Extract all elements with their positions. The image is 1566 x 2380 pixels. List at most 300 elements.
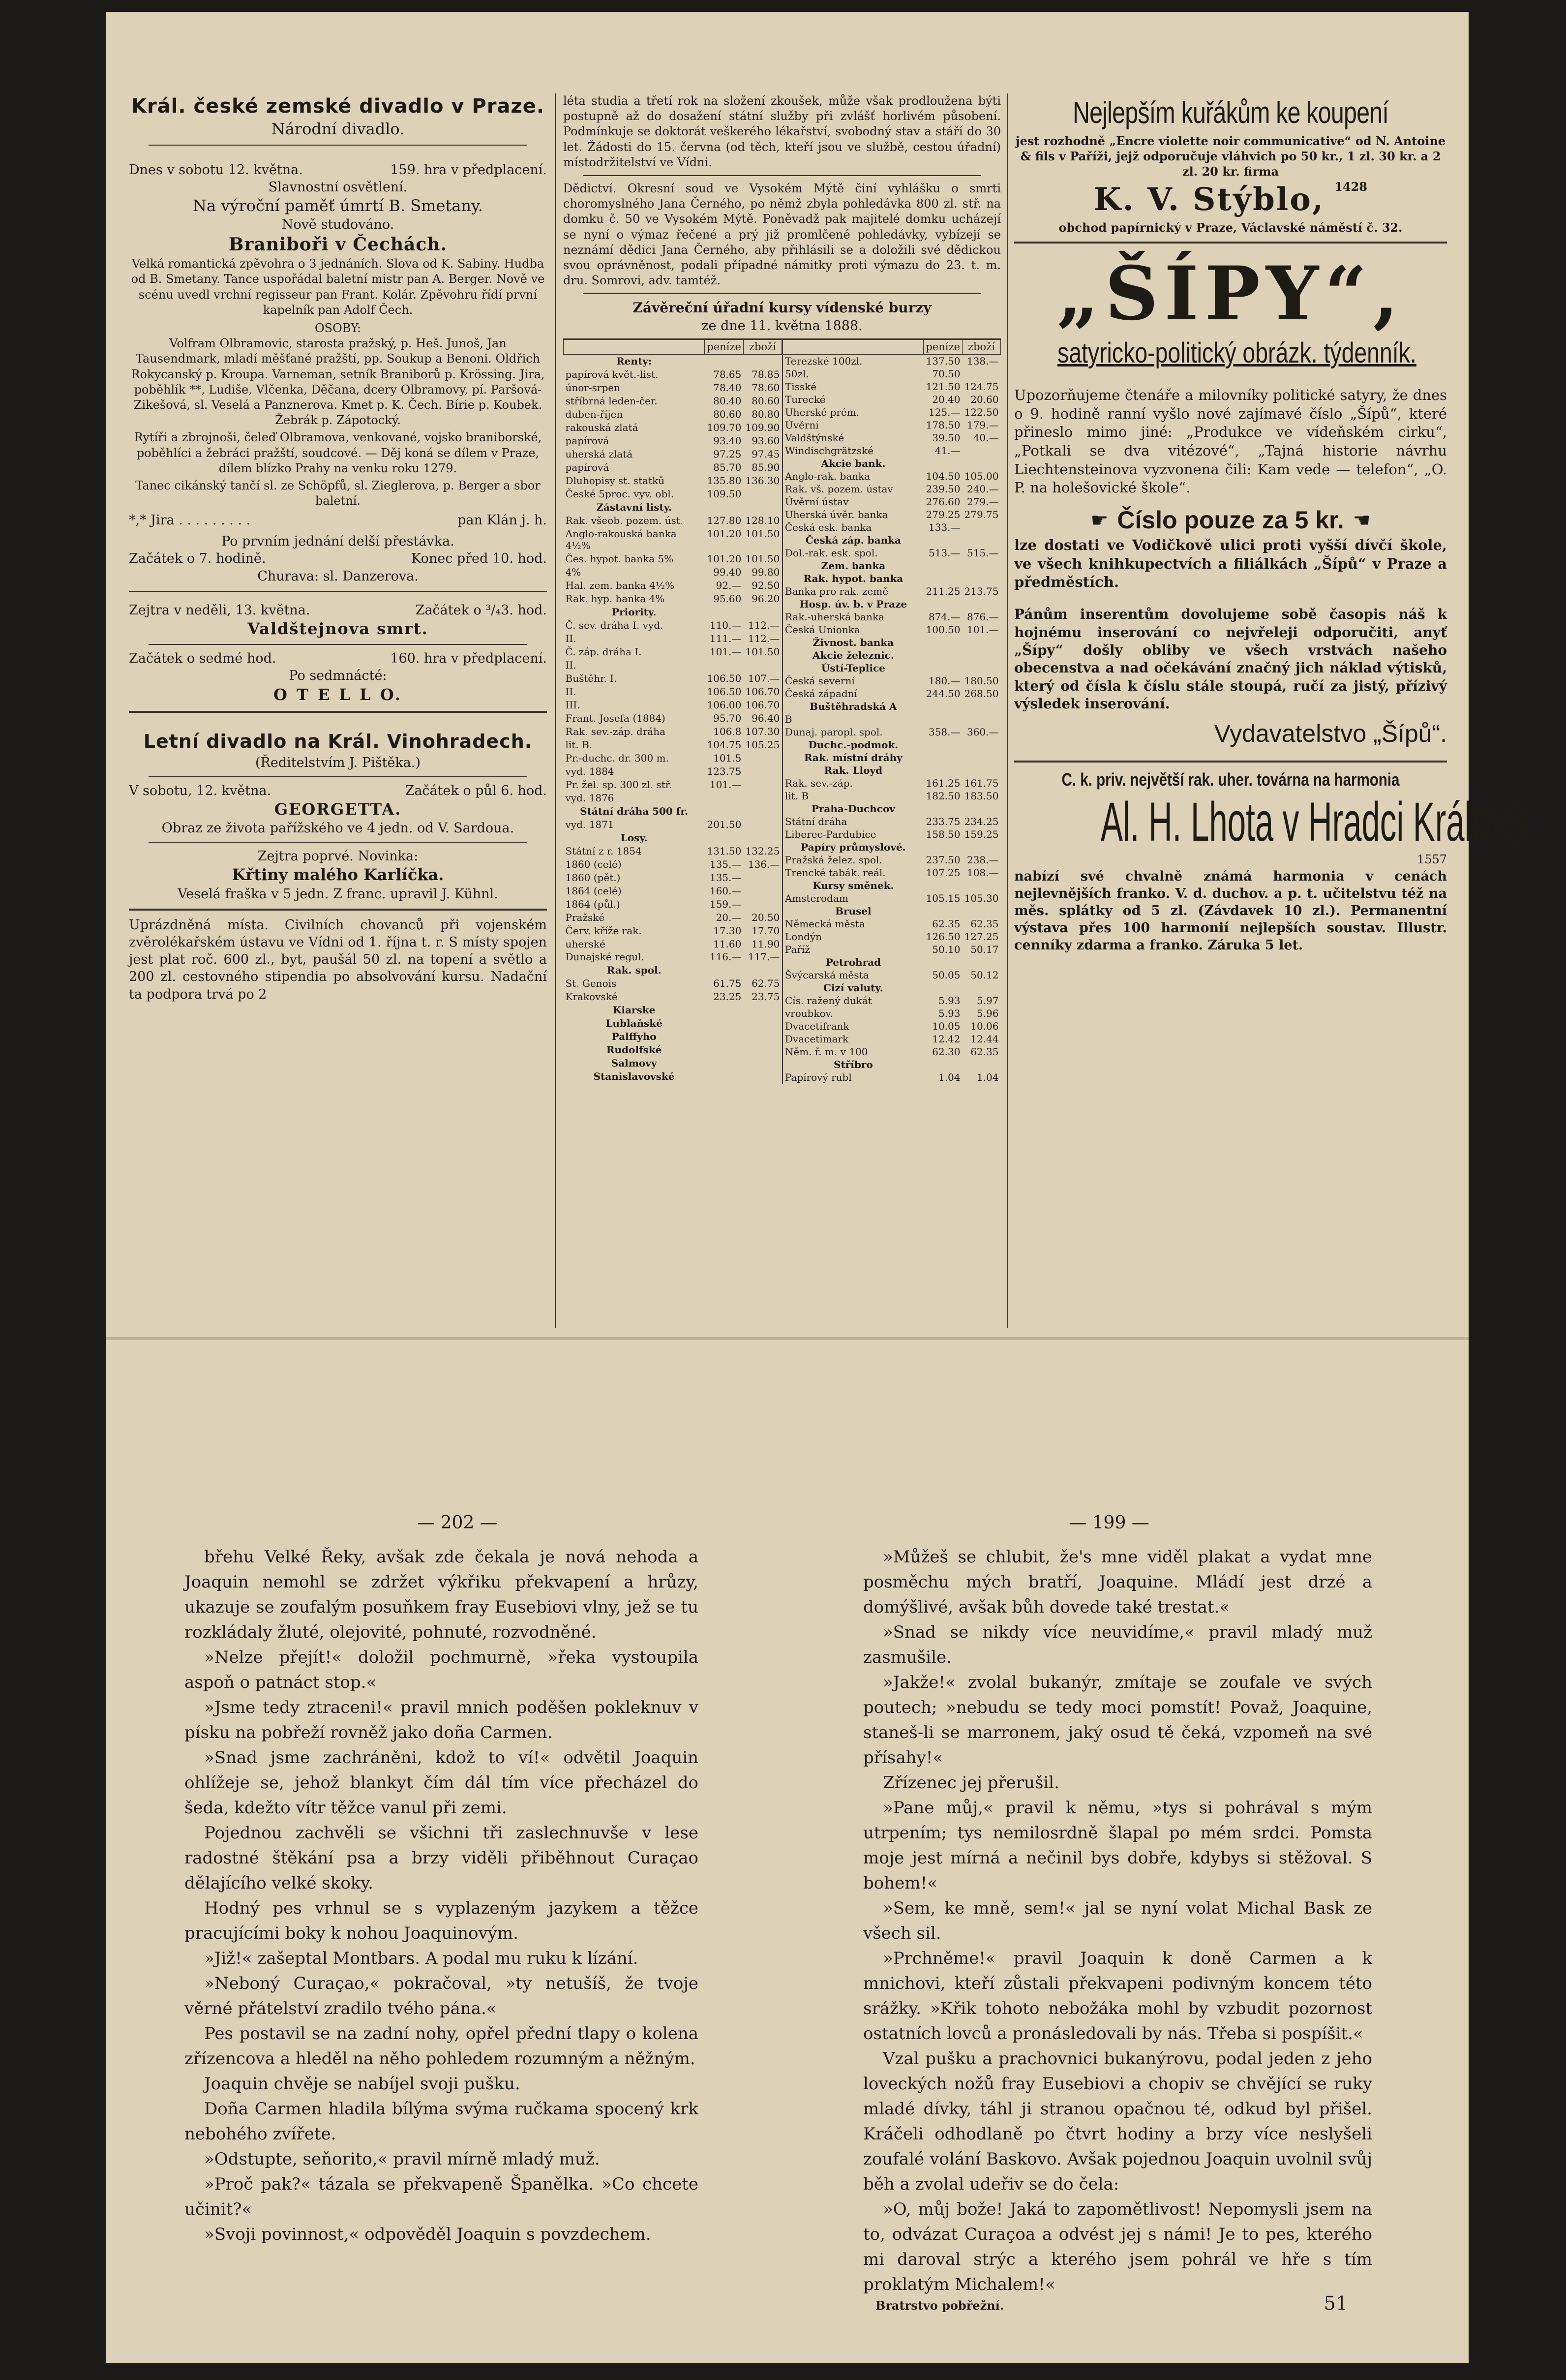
ad1-text: jest rozhodně „Encre violette noir communicative“ od N. Antoine & fils v Paříži, jejž odporučuje vláhvich po 50 kr., 1 zl. 30 kr. a 2 zl. 20 kr. firma (1015, 133, 1446, 179)
kurs-row (783, 662, 1001, 674)
kurs-row (783, 841, 1001, 854)
kurs-label: Německá města (784, 917, 865, 930)
pointing-hand-icon: ☚ (1353, 509, 1371, 532)
kurs-money (705, 1043, 744, 1057)
kurs-goods: 5.96 (976, 1007, 999, 1019)
inheritance-notice: Dědictví. Okresní soud ve Vysokém Mýtě činí vyhlášku o smrti choromyslného Jana Černého, po němž zbyla pohledávka 800 zl. stř. na domku č. 50 ve Vysokém Mýtě. Poněvadž pak majitelé domku ucházejí se nyní o výmaz řečené a prý již promlčené pohledávky, vybízejí se neznámí dědici Jana Černého, aby přihlásili se a doložili své dědickou svou oprávněnost, podali případné námitky proti výmazu do 23. t. m. dru. Somrovi, adv. tamtéž. (563, 181, 1001, 288)
kurs-row (783, 534, 1001, 547)
theatre1-desc: Velká romantická zpěvohra o 3 jednáních. Slova od K. Sabiny. Hudba od B. Smetany. Tance uspořádal baletní mistr pan A. Berger. Nově ve scénu uvedl vrchní regisseur pan Frant. Kolár. Zpěvohru řídí první kapelník pan Adolf Čech. (131, 257, 545, 317)
kurs-row (564, 977, 782, 990)
kurs-money: 178.50 (926, 419, 961, 431)
ad1-address: obchod papírnický v Praze, Václavské náměstí č. 32. (1058, 220, 1403, 235)
kurs-label: Česká záp. banka (805, 534, 901, 546)
kurs-money: 11.60 (713, 938, 742, 950)
kurs-label: Pražská želez. spol. (784, 854, 882, 866)
kurs-label: Dvacetimark (784, 1033, 849, 1045)
kurs-money: 80.60 (713, 408, 742, 420)
kurs-goods (963, 738, 1001, 751)
kurs-goods (963, 559, 1001, 572)
kurs-row (564, 885, 782, 898)
kurs-money: 39.50 (932, 431, 961, 444)
ad2-text: Upozorňujeme čtenáře a milovníky politické satyry, že dnes o 9. hodině ranní vyšlo nové zajímavé číslo „Šípů“, které přineslo mimo jiné: „Produkce ve vídeňském cirku“, „Potkali se dva vitézové“, „Tajná historie návrhu Liechtensteinova vyzvonena čili: Kam vede — telefon“, „O. P. na holešovické škole“. (1014, 386, 1447, 496)
kurs-money (924, 738, 963, 751)
theatre1-end: Konec před 10. hod. (411, 551, 547, 567)
kurs-row (564, 765, 782, 778)
kurs-label: St. Genois (565, 977, 617, 990)
kurs-goods: 92.50 (752, 580, 780, 592)
kurs-label: Rak. sev.-záp. dráha (565, 726, 665, 738)
paragraph: »Nelze přejít!« doložil pochmurně, »řeka vystoupila aspoň o patnáct stop.« (184, 1648, 698, 1692)
kurs-goods: 124.75 (964, 380, 999, 393)
kurs-goods: 109.90 (745, 421, 780, 433)
kurs-label: Česká Unionka (784, 623, 860, 636)
kurs-money: 106.50 (707, 686, 742, 698)
kurs-row (564, 408, 782, 421)
kurs-money (924, 636, 963, 649)
paragraph: Vzal pušku a prachovnici bukanýrovu, podal jeden z jeho loveckých nožů fray Eusebiovi a chopiv se chvějící se ruky mladé dívky, táhl ji stranou opačnou té, odkud byl přišel. Kráčeli odhodlaně po čtvrt hodiny a brzy více neslyšeli zoufalé volání Baskovo. Avšak pojednou Joaquin uvolnil svůj běh a zvolal udeřiv se do čela: (863, 2049, 1372, 2194)
kurs-row (783, 1007, 1001, 1020)
kurs-money (924, 598, 963, 610)
kurs-label: Stanislavovské (593, 1070, 675, 1083)
kurs-money: 95.70 (713, 712, 742, 725)
kurs-goods: 50.17 (970, 943, 999, 955)
kurs-label: lit. B. (565, 738, 593, 751)
kurs-goods: 105.30 (964, 892, 999, 904)
kurs-goods: 62.35 (970, 917, 999, 930)
kurs-row (564, 395, 782, 408)
kurs-row (783, 994, 1001, 1007)
paragraph: »Můžeš se chlubit, že's mne viděl plakat a vydat mne posměchu mých bratří, Joaquine. Mládí jest drzé a domýšlivé, avšak bůh dovede také trestat.« (863, 1547, 1372, 1617)
kurs-label: Č. záp. dráha I. (565, 646, 642, 658)
kurs-money: 61.75 (713, 977, 742, 990)
kurs-table-right (782, 339, 1001, 1084)
kurs-row (783, 636, 1001, 649)
kurs-money (924, 956, 963, 969)
paragraph: Hodný pes vrhnul se s vyplazeným jazykem a těžce pracujícími boky k nohou Joaquinovým. (184, 1898, 698, 1943)
kurs-label: Krakovské (565, 991, 618, 1003)
theatre1-tomorrow-start: Začátek o ³/₄3. hod. (415, 602, 547, 618)
kurs-row (564, 752, 782, 765)
kurs-label: Rak. všeob. pozem. úst. (565, 514, 684, 526)
kurs-label: Turecké (784, 393, 826, 405)
kurs-row (783, 483, 1001, 495)
kurs-row (783, 790, 1001, 802)
kurs-goods: 136.— (748, 858, 780, 870)
theatre1-after7: Po sedmnácté: (289, 668, 387, 684)
kurs-goods: 159.25 (964, 828, 999, 840)
kurs-money (705, 1004, 744, 1017)
kurs-label: II. (565, 659, 576, 671)
kurs-label: Salmovy (611, 1057, 657, 1069)
kurs-row (564, 488, 782, 501)
kurs-label: Rak. hyp. banka 4% (565, 593, 665, 605)
kurs-money (924, 751, 963, 764)
kurs-money: 93.40 (713, 434, 742, 447)
kurs-label: Amsterodam (784, 892, 848, 904)
kurs-label: Státní dráha (784, 815, 847, 827)
theatre1-otello: O T E L L O. (273, 685, 402, 704)
kurs-row (564, 699, 782, 712)
ad3-number: 1557 (1416, 853, 1447, 867)
kurs-row (783, 892, 1001, 905)
theatre2-play: GEORGETTA. (274, 799, 402, 819)
kurs-row (783, 495, 1001, 508)
kurs-label: Úvěrní ústav (784, 495, 849, 508)
kurs-row (564, 552, 782, 566)
kurs-money: 80.40 (713, 395, 742, 407)
kurs-row (783, 623, 1001, 636)
kurs-money: 23.25 (713, 991, 742, 1003)
kurs-money: 1.04 (938, 1071, 961, 1083)
kurs-label: Duchc.-podmok. (808, 738, 899, 751)
kurs-label: Losy. (620, 831, 648, 844)
kurs-row (783, 815, 1001, 828)
kurs-money: 5.93 (938, 1007, 961, 1019)
kurs-header-goods-2: zboží (963, 339, 1001, 354)
kurs-label: Kiarske (612, 1004, 656, 1016)
kurs-goods (963, 764, 1001, 777)
kurs-money: 123.75 (707, 765, 742, 777)
kurs-label: Trencké tabák. reál. (784, 866, 886, 879)
kurs-goods: 78.60 (752, 381, 780, 394)
ad2-subtitle: satyricko-politický obrázk. týdenník. (1057, 336, 1416, 369)
kurs-goods (743, 1017, 782, 1030)
kurs-label: 1860 (celé) (565, 858, 622, 870)
kurs-label: vyd. 1876 (565, 792, 614, 804)
kurs-row (783, 1020, 1001, 1033)
kurs-goods (963, 751, 1001, 764)
kurs-label: Dluhopisy st. statků (565, 474, 665, 487)
theatre2-play2: Křtiny malého Karlíčka. (232, 865, 444, 885)
kurs-money (705, 501, 744, 514)
kurs-goods: 101.— (966, 623, 999, 636)
ad3-text: nabízí své chvalně známá harmonia v cenách nejlevnějších franko. V. d. duchov. a p. t. učitelstvu též na měs. splátky od 5 zl. (Závdavek 10 zl.). Permanentní výstava přes 100 harmonií nejlepších soustav. Illustr. cenníky zdarma a franko. Záruka 5 let. (1014, 868, 1447, 953)
kurs-row (783, 610, 1001, 623)
kurs-label: Uherská úvěr. banka (784, 508, 888, 520)
kurs-row (783, 866, 1001, 879)
ad2-publisher: Vydavatelstvo „Šípů“. (1214, 720, 1447, 748)
kurs-money (705, 964, 744, 977)
theatre-column (129, 93, 547, 1003)
paragraph: »Sem, ke mně, sem!« jal se nyní volat Michal Bask ze všech sil. (863, 1898, 1372, 1943)
kurs-goods: 107.— (748, 672, 780, 685)
kurs-row (564, 659, 782, 672)
kurs-goods (743, 898, 782, 911)
kurs-row (783, 354, 1001, 367)
kurs-goods (743, 606, 782, 619)
kurs-money: 111.— (709, 633, 742, 645)
kurs-money (924, 981, 963, 994)
kurs-label: Lublaňské (605, 1017, 663, 1030)
kurs-row (564, 738, 782, 752)
kurs-label: stříbrná leden-čer. (565, 395, 658, 407)
kurs-money: 158.50 (926, 828, 961, 840)
kurs-money: 237.50 (926, 854, 961, 866)
kurs-goods: 279.— (966, 495, 999, 508)
kurs-goods (743, 1030, 782, 1043)
kurs-money (924, 802, 963, 815)
kurs-label: Rak.-uherská banka (784, 610, 885, 623)
kurs-goods: 180.50 (964, 674, 999, 687)
kurs-goods (963, 841, 1001, 854)
kurs-goods (963, 367, 1001, 380)
kurs-row (783, 917, 1001, 930)
theatre1-cast: Volfram Olbramovic, starosta pražský, p. Heš. Junoš, Jan Tausendmark, mladí měšťané pražští, pp. Soukup a Benoni. Oldřich Rokycanský p. Kroupa. Varneman, setník Braniborů p. Krössing. Jira, poběhlík **, Ludiše, Vlčenka, Děčana, dcery Olbramovy, pí. Paršová-Zikešová, sl. Veselá a Panznerova. Kmet p. K. Čech. Bírie p. Koubek. Žebrák p. Zápotocký. (131, 336, 545, 427)
ad1-title: Nejlepším kuřákům ke koupení (1072, 96, 1389, 130)
kurs-goods: 23.75 (752, 991, 780, 1003)
theatre1-subtitle: Národní divadlo. (271, 120, 405, 138)
paragraph: Joaquin chvěje se nabíjel svoji pušku. (204, 2074, 520, 2094)
kurs-row (564, 990, 782, 1004)
theatre1-start2: Začátek o sedmé hod. (129, 651, 276, 667)
theatre1-date: Dnes v sobotu 12. května. (129, 162, 303, 178)
kurs-money: 106.50 (707, 672, 742, 685)
kurs-goods (743, 354, 782, 368)
kurs-label: Banka pro rak. země (784, 585, 889, 597)
kurs-row (564, 434, 782, 448)
kurs-money (705, 831, 744, 845)
kurs-row (564, 725, 782, 738)
kurs-row (564, 421, 782, 434)
kurs-goods: 85.90 (752, 461, 780, 473)
kurs-goods (743, 885, 782, 898)
kurs-header-money: peníze (705, 339, 744, 354)
theatre1-perf: 159. hra v předplacení. (390, 162, 547, 178)
kurs-goods (963, 598, 1001, 610)
kurs-label: únor-srpen (565, 381, 620, 394)
kurs-money (924, 905, 963, 917)
kurs-money: 126.50 (926, 930, 961, 943)
kurs-money: 104.50 (926, 470, 961, 482)
kurs-goods: 240.— (966, 483, 999, 495)
kurs-money: 100.50 (926, 623, 961, 636)
kurs-goods: 108.— (966, 866, 999, 879)
kurs-label: Dunajské regul. (565, 951, 644, 963)
kurs-money: 276.60 (926, 495, 961, 508)
kurs-money: 182.50 (926, 790, 961, 802)
kurs-goods (963, 636, 1001, 649)
paragraph: břehu Velké Řeky, avšak zde čekala je nová nehoda a Joaquin nemohl se zdržet výkřiku překvapení a hrůzy, ukazuje se zoufalým posuňkem fray Eusebiovi vlny, jež se tu rozkládaly žluté, olejovité, pohnuté, rozvodněné. (184, 1547, 698, 1642)
kurs-row (783, 598, 1001, 610)
kurs-goods (963, 802, 1001, 815)
theatre1-play: Braniboři v Čechách. (229, 234, 447, 255)
kurs-row (783, 905, 1001, 917)
kurs-label: 50zl. (784, 367, 809, 380)
kurs-goods (743, 1057, 782, 1070)
kurs-money: 106.8 (713, 726, 742, 738)
kurs-money: 20.40 (932, 393, 961, 405)
kurs-money: 62.35 (932, 917, 961, 930)
kurs-goods: 12.44 (970, 1033, 999, 1045)
kurs-money: 78.40 (713, 381, 742, 394)
kurs-row (783, 547, 1001, 559)
kurs-goods: 101.50 (745, 553, 780, 565)
kurs-label: Terezské 100zl. (784, 355, 863, 367)
footer-signature: 51 (1324, 2292, 1348, 2314)
kurs-money: 105.15 (926, 892, 961, 904)
ad3-heading: C. k. priv. největší rak. uher. továrna na harmonia (1061, 769, 1400, 790)
footer-book-title: Bratrstvo pobřežní. (875, 2298, 1004, 2313)
kurs-row (783, 521, 1001, 534)
kurs-label: Švýcarská města (784, 969, 869, 981)
kurs-goods (743, 1043, 782, 1057)
ad2-inserent: Pánům inserentům dovolujeme sobě časopis náš k hojnému inserování co nejvřeleji odporučiti, anyť „Šípy“ došly obliby ve všech vrstvách našeho obecenstva a nad očekávání značný jich náklad výtisků, který od čísla k číslu stále stoupá, ručí za jistý, přízivý výsledek inserování. (1014, 606, 1447, 712)
kurs-label: Buštěhradská A (810, 700, 897, 712)
kurs-row (783, 1045, 1001, 1058)
kurs-label: Čes. hypot. banka 5% (565, 553, 674, 565)
kurs-row (783, 419, 1001, 431)
kurs-money: 135.— (709, 871, 742, 884)
kurs-money (705, 354, 744, 368)
paragraph: »Svoji povinnost,« odpověděl Joaquin s povzdechem. (204, 2225, 651, 2244)
kurs-label: Zástavní listy. (596, 501, 672, 513)
kurs-money: 109.50 (707, 488, 742, 500)
kurs-row (783, 700, 1001, 713)
kurs-money: 12.42 (932, 1033, 961, 1045)
paragraph: »Snad se nikdy více neuvidíme,« pravil mladý muž zasmušile. (863, 1622, 1372, 1667)
book-page-right (863, 1545, 1372, 2297)
ad1-firm: K. V. Stýblo, (1093, 181, 1325, 218)
kurs-row (564, 527, 782, 553)
kurs-row (564, 606, 782, 619)
book-page-left (184, 1545, 698, 2247)
theatre1-churava: Churava: sl. Danzerova. (257, 568, 419, 584)
kurs-row (783, 444, 1001, 457)
ad3-title: Al. H. Lhota v Hradci Králové (1101, 791, 1525, 853)
kurs-goods: 62.75 (752, 977, 780, 990)
kurs-label: vyd. 1871 (565, 818, 614, 830)
kurs-money: 133.— (928, 521, 961, 533)
theatre1-knights: Rytíři a zbrojnoši, čeleď Olbramova, venkované, vojsko braniborské, poběhlíci a žebráci pražští, soudcové. — Děj koná se dílem v Praze, dílem blízko Prahy na venku roku 1279. (134, 430, 542, 475)
ad2-title: „ŠÍPY“, (1056, 250, 1405, 337)
kurs-label: Liberec-Pardubice (784, 828, 876, 840)
kurs-money: 10.05 (932, 1020, 961, 1032)
paragraph: »Neboný Curaçao,« pokračoval, »ty netušíš, že tvoje věrné přátelství zradilo tvého pána.« (184, 1974, 698, 2018)
kurs-row (783, 572, 1001, 585)
kurs-row (564, 712, 782, 725)
paragraph: Zřízenec jej přerušil. (883, 1773, 1059, 1793)
kurs-money: 20.— (716, 911, 742, 923)
kurs-row (564, 831, 782, 845)
kurs-header-goods: zboží (743, 339, 782, 354)
kurs-goods: 105.25 (745, 738, 780, 751)
ad2-price: Číslo pouze za 5 kr. (1117, 506, 1344, 534)
kurs-goods (743, 818, 782, 831)
paragraph: »O, můj bože! Jaká to zapomětlivost! Nepomysli jsem na to, odvázat Curaçoa a odvést jej s námi! Je to pes, kterého mi daroval strýc a kterého jsem pohrál ve hře s tím proklatým Michalem!« (863, 2199, 1372, 2294)
kurs-label: Brusel (835, 905, 872, 917)
paragraph: »Jakže!« zvolal bukanýr, zmítaje se zoufale ve svých poutech; »nebudu se tedy moci pomstít! Považ, Joaquine, staneš-li se marronem, jaký osud tě čeká, vzpomeň na své přísahy!« (863, 1673, 1372, 1768)
kurs-goods: 105.00 (964, 470, 999, 482)
kurs-goods: 268.50 (964, 687, 999, 700)
kurs-label: Česká západní (784, 687, 857, 700)
kurs-money: 109.70 (707, 421, 742, 433)
paragraph: Pes postavil se na zadní nohy, opřel přední tlapy o kolena zřízencova a hleděl na něho pohledem rozumným a něžným. (184, 2024, 698, 2069)
kurs-goods: 234.25 (964, 815, 999, 827)
kurs-row (564, 1004, 782, 1017)
kurs-row (783, 802, 1001, 815)
ad2-where: lze dostati ve Vodičkově ulici proti vyšší dívčí škole, ve všech knihkupectvích a filiálkách „Šípů“ v Praze a předměstích. (1014, 537, 1447, 591)
kurs-row (564, 845, 782, 858)
kurs-label: Červ. kříže rak. (565, 924, 642, 937)
theatre2-date: V sobotu, 12. května. (129, 783, 271, 798)
kurs-label: 4% (565, 566, 581, 579)
theatre1-lighting: Slavnostní osvětlení. (268, 179, 408, 195)
kurs-money: 99.40 (713, 566, 742, 579)
kurs-money (924, 764, 963, 777)
kurs-money (924, 662, 963, 674)
kurs-goods: 99.80 (752, 566, 780, 579)
kurs-row (564, 619, 782, 632)
kurs-label: Rak. spol. (606, 964, 662, 976)
kurs-money: 50.10 (932, 943, 961, 955)
kurs-label: České 5proc. vyv. obl. (565, 488, 674, 500)
page-divider (106, 1337, 1469, 1340)
kurs-label: Renty: (616, 355, 652, 367)
kurs-money: 101.20 (707, 553, 742, 565)
kurs-goods: 78.85 (752, 368, 780, 380)
kurs-row (783, 367, 1001, 380)
kurs-money: 239.50 (926, 483, 961, 495)
kurs-label: Rak. místní dráhy (804, 751, 903, 763)
kurs-money: 101.— (709, 778, 742, 791)
kurs-goods (743, 1004, 782, 1017)
kurs-money: 233.75 (926, 815, 961, 827)
kurs-row (783, 764, 1001, 777)
kurs-money: 104.75 (707, 738, 742, 751)
kurs-label: Dvacetifrank (784, 1020, 849, 1032)
kurs-goods: 161.75 (964, 777, 999, 789)
kurs-money: 125.— (928, 406, 961, 418)
theatre2-director: (Ředitelstvím J. Pištěka.) (255, 755, 421, 770)
ad1-number: 1428 (1334, 180, 1367, 194)
kurs-goods: 360.— (966, 726, 999, 738)
kurs-money: 358.— (928, 726, 961, 738)
kurs-label: Petrohrad (825, 956, 881, 968)
page-number-left: — 202 — (417, 1513, 498, 1533)
kurs-row (783, 508, 1001, 521)
kurs-label: III. (565, 699, 580, 711)
kurs-row (783, 1071, 1001, 1084)
kurs-label: Dol.-rak. esk. spol. (784, 547, 878, 559)
kurs-goods (743, 831, 782, 845)
kurs-label: Státní dráha 500 fr. (580, 805, 689, 817)
theatre2-desc2: Veselá fraška v 5 jedn. Z franc. upravil J. Kühnl. (178, 886, 498, 902)
kurs-goods (743, 765, 782, 778)
kurs-row (783, 380, 1001, 393)
kurs-money: 874.— (928, 610, 961, 623)
kurs-label: lit. B (784, 790, 809, 802)
kurs-money (705, 1017, 744, 1030)
kurs-goods: 132.25 (745, 845, 780, 857)
kurs-label: Uherské prém. (784, 406, 860, 418)
kurs-goods (963, 649, 1001, 662)
kurs-label: Akcie železnic. (812, 649, 894, 661)
kurs-label: 1860 (pět.) (565, 871, 621, 884)
kurs-money: 97.25 (713, 448, 742, 460)
kurs-label: vyd. 1884 (565, 765, 614, 777)
kurs-label: Pr. žel. sp. 300 zl. stř. (565, 778, 672, 791)
kurs-label: Rak. vš. pozem. ústav (784, 483, 893, 495)
kurs-money: 101.5 (713, 752, 742, 764)
kurs-row (564, 448, 782, 461)
kurs-money (924, 572, 963, 585)
kurs-row (783, 431, 1001, 444)
kurs-label: Něm. ř. m. v 100 (784, 1045, 868, 1058)
kurs-label: Tisské (784, 380, 817, 393)
kurs-money (924, 1058, 963, 1071)
kurs-money: 70.50 (932, 367, 961, 380)
kurs-label: Č. sev. dráha I. vyd. (565, 619, 663, 632)
